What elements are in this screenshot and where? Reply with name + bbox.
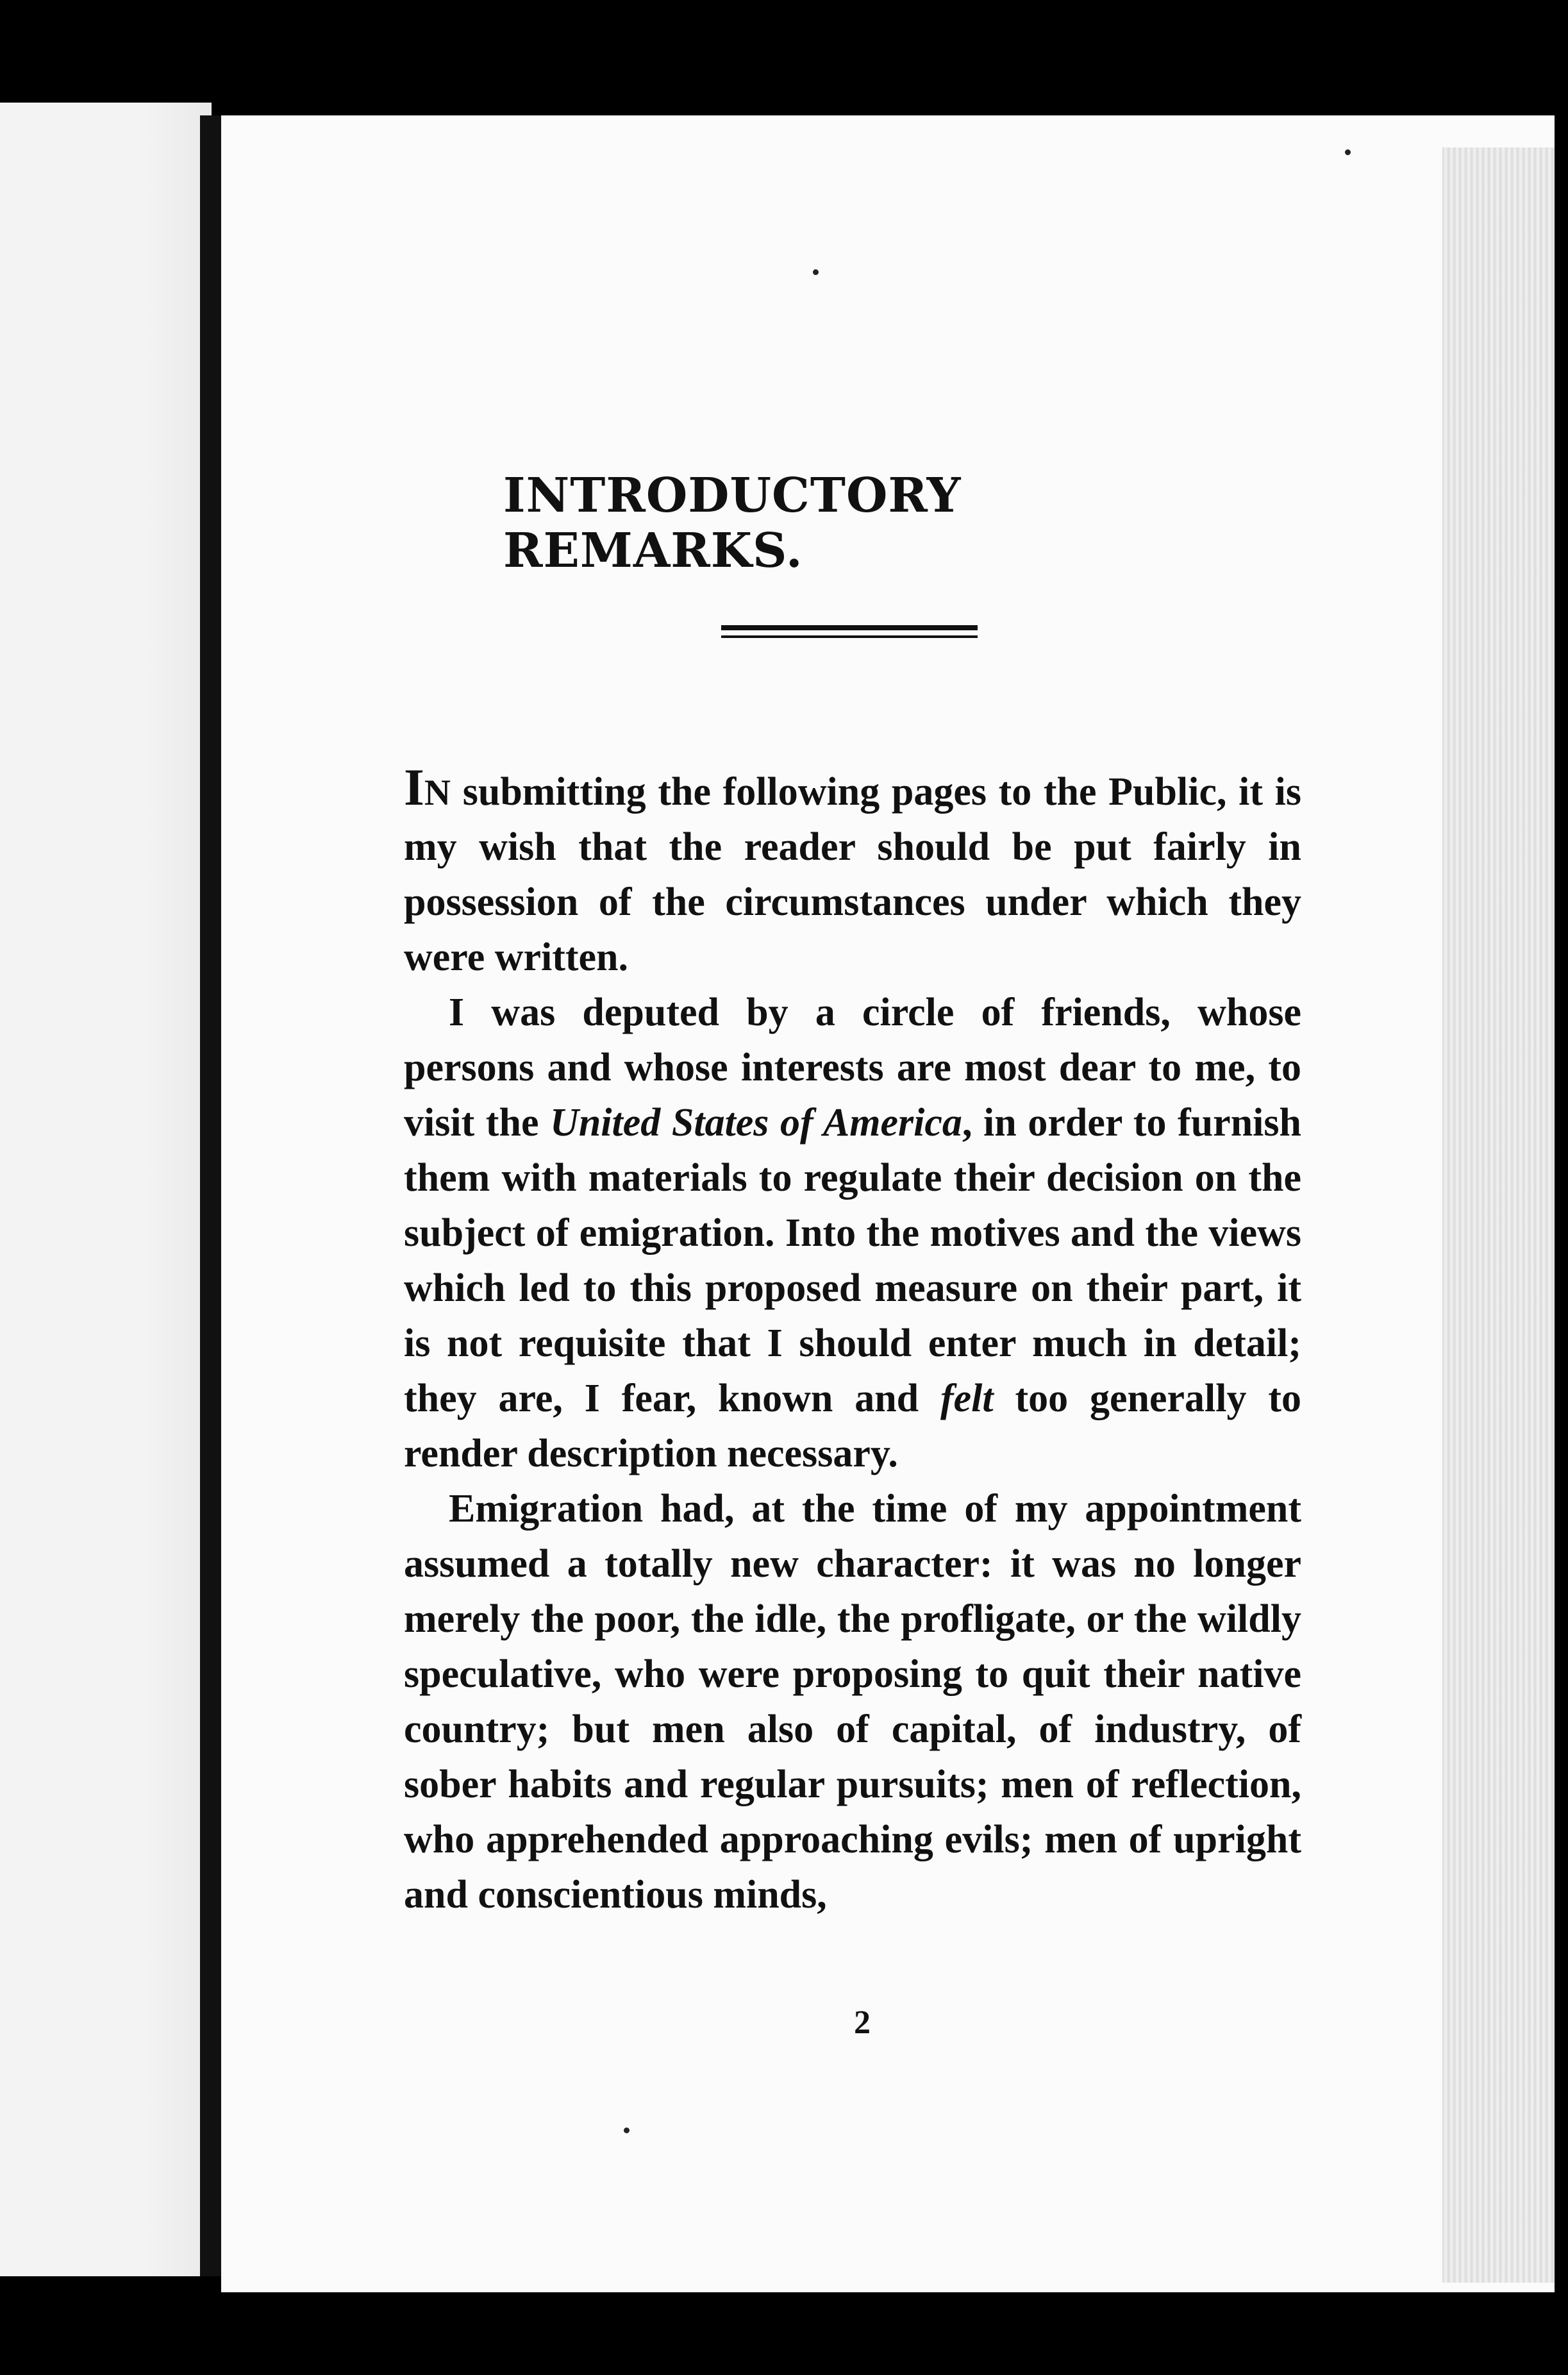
title-double-rule <box>721 625 978 639</box>
paragraph-2-text-b: , in order to furnish them with materials to regulate their decision on the subject of emigration. Into the motives and the views which led to this proposed measure on their part, it is not requisite that I should enter much in detail; they are, I fear, known and <box>404 1101 1302 1420</box>
paragraph-2-text-c: too generally to render description necessary. <box>404 1377 1301 1475</box>
page-title: INTRODUCTORY REMARKS. <box>503 468 962 578</box>
paragraph-1 <box>404 760 1301 985</box>
page-number: 2 <box>854 2004 871 2041</box>
speck <box>624 2127 630 2133</box>
paragraph-2-italic-felt: felt <box>940 1377 994 1420</box>
initial-word: In <box>404 758 451 816</box>
rule-thin-line <box>721 635 978 638</box>
paragraph-2-italic-country: United States of America <box>550 1101 962 1145</box>
facing-left-page <box>0 103 212 2276</box>
paragraph-2-text-a: I was deputed by a circle of friends, whose persons and whose interests are most dear to me, to visit the <box>404 991 1301 1145</box>
paragraph-2 <box>404 985 1301 1481</box>
paragraph-1-text: submitting the following pages to the Public, it is my wish that the reader should be put fairly in possession of the circumstances under which they were written. <box>404 770 1301 979</box>
page-block-edge <box>1442 147 1555 2283</box>
rule-thick-line <box>721 625 978 630</box>
paragraph-3 <box>404 1481 1301 1922</box>
speck <box>813 269 819 275</box>
body-text <box>404 760 1301 1922</box>
speck <box>1345 149 1351 155</box>
paragraph-3-text: Emigration had, at the time of my appointment assumed a totally new character: it was no longer merely the poor, the idle, the profligate, or the wildly speculative, who were proposing to quit their native country; but men also of capital, of industry, of sober habits and regular pursuits; men of reflection, who apprehended approaching evils; men of upright and conscientious minds, <box>404 1487 1301 1917</box>
